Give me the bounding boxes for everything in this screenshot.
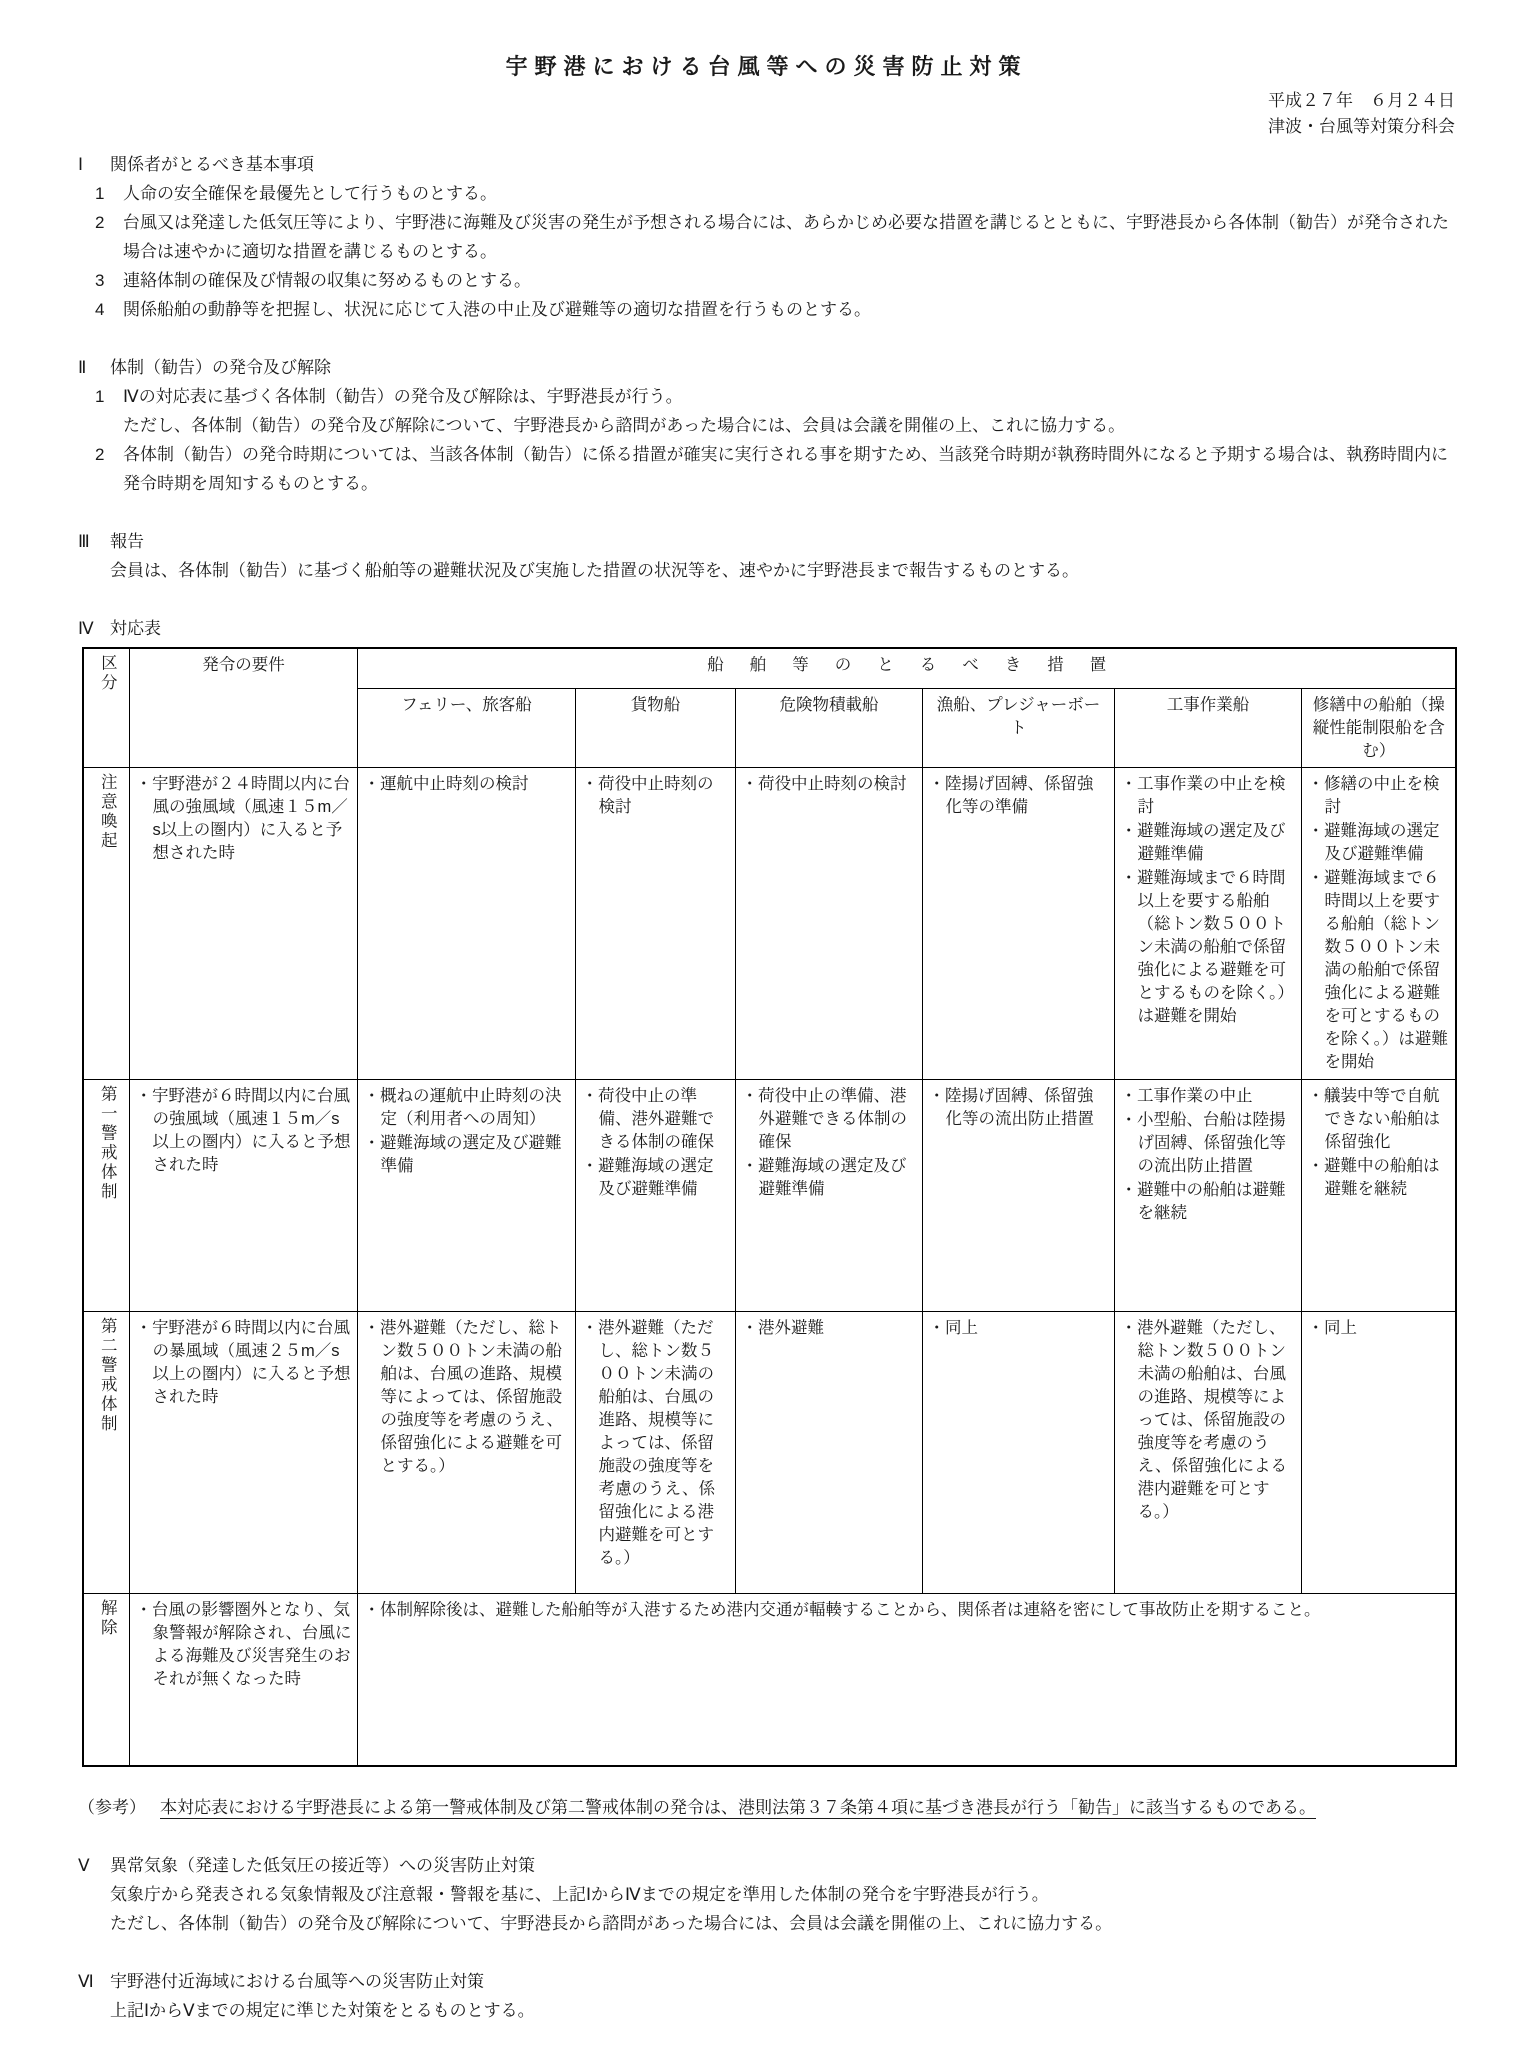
org-line: 津波・台風等対策分科会 (1268, 117, 1455, 136)
table-row-kaijo (83, 1593, 1456, 1766)
requirement-cell: ・ 台風の影響圏外となり、気象警報が解除され、台風による海難及び災害発生のおそれが無くなった時 (129, 1593, 357, 1766)
header-ship-ferry: フェリー、旅客船 (357, 688, 575, 767)
section-1-numeral: Ⅰ (78, 155, 84, 174)
table-cell: ・ 港外避難（ただし、総トン数５００トン未満の船舶は、台風の進路、規模等によっては、係留施設の強度等を考慮のうえ、係留強化による港内避難を可とする。） (575, 1311, 735, 1593)
requirement-cell: ・ 宇野港が６時間以内に台風の強風域（風速１５m／s以上の圏内）に入ると予想された時 (129, 1079, 357, 1311)
section-2-numeral: Ⅱ (78, 358, 87, 377)
section-6-paragraph-1: 上記ⅠからⅤまでの規定に準じた対策をとるものとする。 (110, 2001, 535, 2020)
section-2-heading (78, 353, 1455, 382)
section-2-item-1: 1 Ⅳの対応表に基づく各体制（勧告）の発令及び解除は、宇野港長が行う。 ただし、各体制（勧告）の発令及び解除について、宇野港長から諮問があった場合には、会員は会議を開催の上、これに協力する。 (95, 387, 1126, 435)
section-1-item-1: 1 人命の安全確保を最優先として行うものとする。 (95, 184, 497, 203)
header-kubun: 区分 (83, 648, 129, 767)
section-2-title: 体制（勧告）の発令及び解除 (110, 358, 331, 377)
section-4-title: 対応表 (110, 619, 161, 638)
header-ship-dangerous: 危険物積載船 (735, 688, 922, 767)
date-line: 平成２７年 ６月２４日 (1268, 91, 1455, 110)
section-1-item-2: 2 台風又は発達した低気圧等により、宇野港に海難及び災害の発生が予想される場合には、あらかじめ必要な措置を講じるとともに、宇野港長から各体制（勧告）が発令された場合は速やかに適切な措置を講じるものとする。 (95, 213, 1449, 261)
reference-text: 本対応表における宇野港長による第一警戒体制及び第二警戒体制の発令は、港則法第３７条第４項に基づき港長が行う「勧告」に該当するものである。 (160, 1798, 1316, 1817)
section-2 (78, 353, 1455, 498)
table-cell: ・ 運航中止時刻の検討 (357, 767, 575, 1079)
release-note-cell: ・ 体制解除後は、避難した船舶等が入港するため港内交通が輻輳することから、関係者は連絡を密にして事故防止を期すること。 (357, 1593, 1456, 1766)
table-cell: ・ 工事作業の中止を検討 ・ 避難海域の選定及び避難準備 ・ 避難海域まで６時間以上を要する船舶（総トン数５００トン未満の船舶で係留強化による避難を可とするものを除く。）は避難を開始 (1114, 767, 1301, 1079)
section-3-heading (78, 527, 1455, 556)
section-3-body: 会員は、各体制（勧告）に基づく船舶等の避難状況及び実施した措置の状況等を、速やかに宇野港長まで報告するものとする。 (110, 561, 1079, 580)
section-6-heading (78, 1967, 1455, 1996)
table-cell: ・ 艤装中等で自航できない船舶は係留強化 ・ 避難中の船舶は避難を継続 (1301, 1079, 1456, 1311)
section-6-numeral: Ⅵ (78, 1972, 94, 1991)
table-row-daiichi-keikai (83, 1079, 1456, 1311)
row-label-cell: 第二警戒体制 (83, 1311, 129, 1593)
row-label-cell: 注意喚起 (83, 767, 129, 1079)
section-5-heading (78, 1851, 1455, 1880)
table-cell: ・ 同上 (1301, 1311, 1456, 1593)
table-cell: ・ 港外避難（ただし、総トン数５００トン未満の船舶は、台風の進路、規模等によっては、係留施設の強度等を考慮のうえ、係留強化による避難を可とする。） (357, 1311, 575, 1593)
table-cell: ・ 陸揚げ固縛、係留強化等の準備 (922, 767, 1114, 1079)
header-ship-repair: 修繕中の船舶（操縦性能制限船を含む） (1301, 688, 1456, 767)
section-5-paragraph-2: ただし、各体制（勧告）の発令及び解除について、宇野港長から諮問があった場合には、会員は会議を開催の上、これに協力する。 (110, 1914, 1113, 1933)
table-cell: ・ 概ねの運航中止時刻の決定（利用者への周知） ・ 避難海域の選定及び避難準備 (357, 1079, 575, 1311)
table-cell: ・ 陸揚げ固縛、係留強化等の流出防止措置 (922, 1079, 1114, 1311)
section-1-item-3: 3 連絡体制の確保及び情報の収集に努めるものとする。 (95, 271, 531, 290)
section-5-numeral: Ⅴ (78, 1856, 90, 1875)
requirement-cell: ・ 宇野港が２４時間以内に台風の強風域（風速１５m／s以上の圏内）に入ると予想された時 (129, 767, 357, 1079)
table-cell: ・ 荷役中止の準備、港外避難できる体制の確保 ・ 避難海域の選定及び避難準備 (735, 1079, 922, 1311)
table-cell: ・ 荷役中止時刻の検討 (735, 767, 922, 1079)
date-org-block (78, 88, 1455, 140)
correspondence-table (82, 647, 1457, 1767)
section-5-title: 異常気象（発達した低気圧の接近等）への災害防止対策 (110, 1856, 535, 1875)
section-5-paragraph-1: 気象庁から発表される気象情報及び注意報・警報を基に、上記ⅠからⅣまでの規定を準用した体制の発令を宇野港長が行う。 (110, 1885, 1049, 1904)
table-cell: ・ 荷役中止時刻の検討 (575, 767, 735, 1079)
section-1-item-4: 4 関係船舶の動静等を把握し、状況に応じて入港の中止及び避難等の適切な措置を行うものとする。 (95, 300, 871, 319)
header-ship-fishing: 漁船、プレジャーボート (922, 688, 1114, 767)
page-title: 宇野港における台風等への災害防止対策 (505, 54, 1028, 79)
header-requirement: 発令の要件 (129, 648, 357, 767)
table-header-row-1 (83, 648, 1456, 688)
section-1-title: 関係者がとるべき基本事項 (110, 155, 314, 174)
row-label-cell: 解除 (83, 1593, 129, 1766)
section-6 (78, 1967, 1455, 2025)
header-measures: 船舶等のとるべき措置 (357, 648, 1456, 688)
header-ship-cargo: 貨物船 (575, 688, 735, 767)
table-cell: ・ 工事作業の中止 ・ 小型船、台船は陸揚げ固縛、係留強化等の流出防止措置 ・ 避難中の船舶は避難を継続 (1114, 1079, 1301, 1311)
section-1 (78, 150, 1455, 324)
section-4-heading (78, 614, 1455, 643)
section-4-numeral: Ⅳ (78, 619, 94, 638)
section-5 (78, 1851, 1455, 1938)
table-cell: ・ 同上 (922, 1311, 1114, 1593)
section-3-numeral: Ⅲ (78, 532, 90, 551)
section-3 (78, 527, 1455, 585)
table-cell: ・ 修繕の中止を検討 ・ 避難海域の選定及び避難準備 ・ 避難海域まで６時間以上を要する船舶（総トン数５００トン未満の船舶で係留強化による避難を可とするものを除く。）は避難を開始 (1301, 767, 1456, 1079)
header-ship-construction: 工事作業船 (1114, 688, 1301, 767)
reference-label: （参考） (78, 1798, 146, 1817)
table-cell: ・ 荷役中止の準備、港外避難できる体制の確保 ・ 避難海域の選定及び避難準備 (575, 1079, 735, 1311)
table-cell: ・ 港外避難 (735, 1311, 922, 1593)
section-6-title: 宇野港付近海域における台風等への災害防止対策 (110, 1972, 484, 1991)
table-row-daini-keikai (83, 1311, 1456, 1593)
section-3-title: 報告 (110, 532, 144, 551)
reference-note (78, 1793, 1455, 1822)
section-1-heading (78, 150, 1455, 179)
table-row-chuikanki (83, 767, 1456, 1079)
table-cell: ・ 港外避難（ただし、総トン数５００トン未満の船舶は、台風の進路、規模等によっては、係留施設の強度等を考慮のうえ、係留強化による港内避難を可とする。） (1114, 1311, 1301, 1593)
row-label-cell: 第一警戒体制 (83, 1079, 129, 1311)
requirement-cell: ・ 宇野港が６時間以内に台風の暴風域（風速２５m／s以上の圏内）に入ると予想された時 (129, 1311, 357, 1593)
section-2-item-2: 2 各体制（勧告）の発令時期については、当該各体制（勧告）に係る措置が確実に実行される事を期すため、当該発令時期が執務時間外になると予期する場合は、執務時間内に発令時期を周知するものとする。 (95, 445, 1448, 493)
